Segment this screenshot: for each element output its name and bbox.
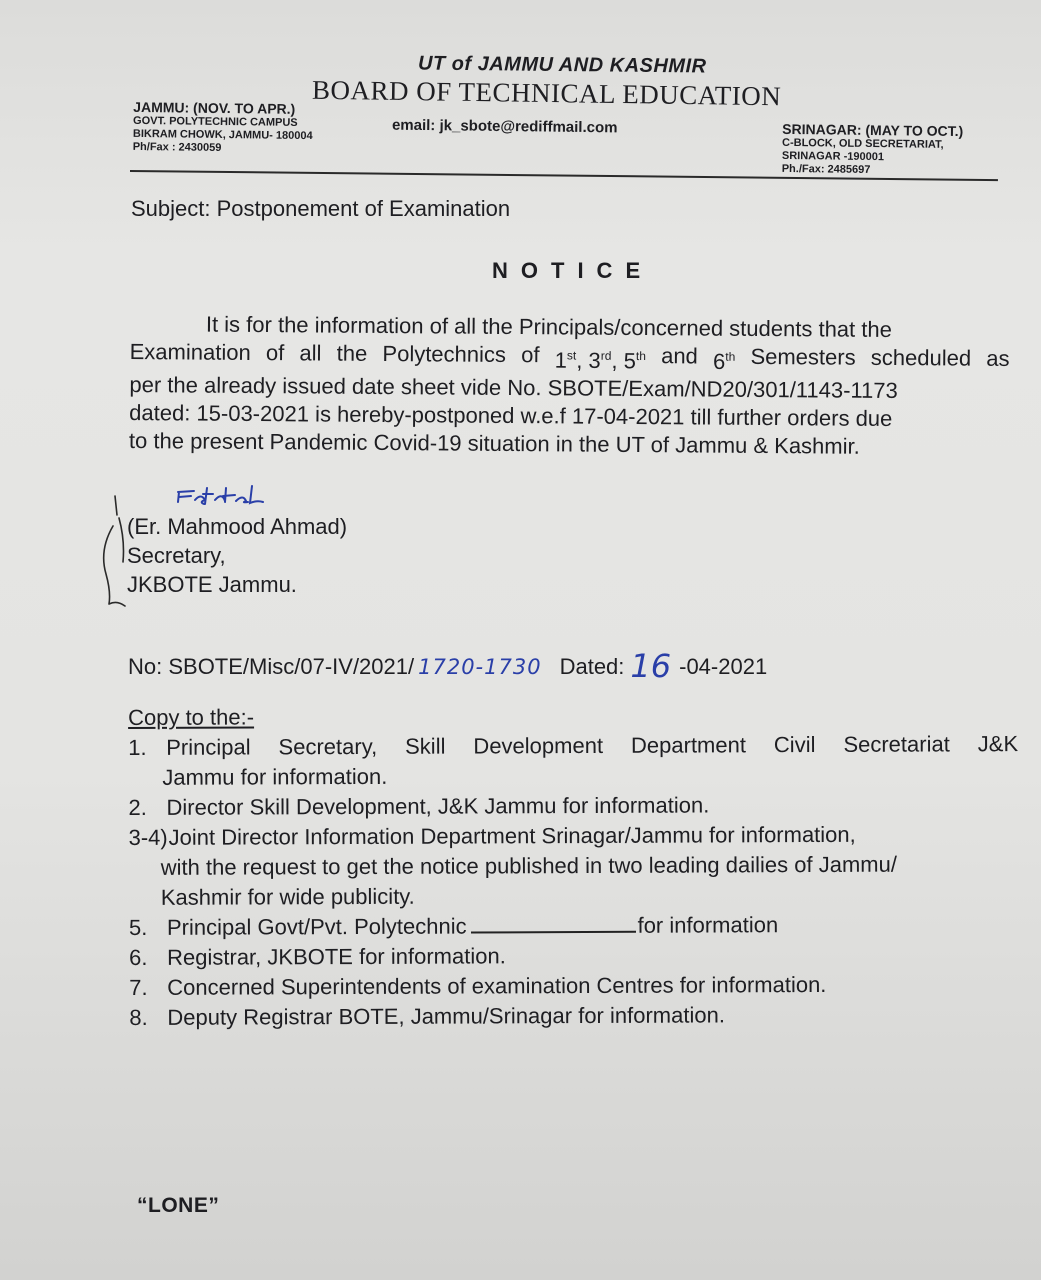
item-number: 1. [128,734,147,760]
srinagar-line-1: C-BLOCK, OLD SECRETARIAT, [782,136,944,151]
item-text [167,910,778,943]
item-text: Joint Director Information Department Srinagar/Jammu for information, [168,821,856,850]
reference-line [128,644,768,685]
item-text: Registrar, JKBOTE for information. [167,943,506,970]
list-item [129,969,1029,1003]
board-title: BOARD OF TECHNICAL EDUCATION [311,74,782,112]
list-item [128,729,1028,763]
jammu-title: JAMMU: (NOV. TO APR.) [133,98,296,117]
srinagar-line-2: SRINAGAR -190001 [781,149,885,164]
jammu-line-3: Ph/Fax : 2430059 [132,140,222,154]
item-word: Development [473,732,604,759]
body-line-4: dated: 15-03-2021 is hereby-postponed w.e.f 17-04-2021 till further orders due [129,400,893,432]
handwritten-reference-number: 1720-1730 [418,655,542,679]
item-text-pre: Principal Govt/Pvt. Polytechnic [166,913,467,940]
body-word: and [661,343,698,369]
item-word: J&K [977,731,1019,757]
item-word: Secretariat [843,731,950,757]
item-word: Secretary, [278,733,378,760]
body-word: of [265,340,285,366]
ordinal-suffix: st [566,348,577,363]
item-continuation: with the request to get the notice published in two leading dailies of Jammu/ [160,851,897,880]
dated-label: Dated: [559,654,625,679]
ut-title: UT of JAMMU AND KASHMIR [417,52,707,78]
item-word: Department [630,732,746,758]
copy-heading: Copy to the:- [128,704,255,730]
item-word: Principal [166,734,251,760]
item-continuation: Jammu for information. [162,763,388,790]
srinagar-title: SRINAGAR: (MAY TO OCT.) [782,120,964,140]
footer-mark: “LONE” [137,1194,220,1217]
item-number: 8. [129,1004,148,1030]
item-continuation: Kashmir for wide publicity. [160,883,415,910]
list-item [129,819,1029,853]
srinagar-address [782,121,964,178]
handwritten-day: 16 [630,647,672,685]
board-email: email: jk_sbote@rediffmail.com [391,116,618,137]
item-number: 5. [128,914,148,940]
jammu-line-1: GOVT. POLYTECHNIC CAMPUS [133,114,298,129]
item-text [166,729,1018,763]
body-word: all [299,340,322,366]
srinagar-line-3: Ph./Fax: 2485697 [781,162,871,176]
body-line-5: to the present Pandemic Covid-19 situation in the UT of Jammu & Kashmir. [128,428,860,460]
fill-in-blank [470,911,635,934]
ordinal-suffix: th [725,349,736,364]
body-word: the [336,340,368,366]
reference-prefix: No: SBOTE/Misc/07-IV/2021/ [128,654,415,679]
subject-line: Subject: Postponement of Examination [131,196,511,221]
body-line-1: It is for the information of all the Principals/concerned students that the [205,311,893,342]
body-word: scheduled [870,344,972,371]
item-number: 6. [129,944,148,970]
item-number: 2. [128,794,147,820]
body-word: of [521,342,540,368]
body-word: as [986,345,1010,371]
list-item [129,939,1029,973]
semester-6-group [713,343,736,377]
jammu-address [133,99,313,156]
semester-5: 5 [623,348,636,374]
item-text: Director Skill Development, J&K Jammu for information. [166,792,710,820]
item-text-post: for information [637,912,779,938]
body-line-3: per the already issued date sheet vide No. SBOTE/Exam/ND20/301/1143-1173 [129,372,898,404]
semester-3: 3 [588,347,601,374]
ordinal-suffix: th [635,348,647,364]
body-word: Semesters [750,343,856,370]
signatory-designation: Secretary, [127,543,226,568]
notice-body [129,310,1010,462]
jammu-line-2: BIKRAM CHOWK, JAMMU- 180004 [132,127,313,143]
ordinal-suffix: rd [600,348,612,363]
item-text: Deputy Registrar BOTE, Jammu/Srinagar for information. [167,1002,725,1030]
list-item [128,789,1028,823]
item-word: Civil [773,732,816,758]
body-word: Polytechnics [382,340,507,367]
item-word: Skill [405,733,446,759]
item-number: 7. [129,974,148,1000]
signatory-name: (Er. Mahmood Ahmad) [127,514,348,539]
date-suffix: -04-2021 [679,654,768,679]
body-word: Examination [129,338,251,365]
list-item [129,999,1029,1033]
notice-heading: NOTICE [492,258,654,283]
copy-to-list [128,699,1029,1033]
item-number: 3-4) [128,824,168,850]
item-text: Concerned Superintendents of examination Centres for information. [167,971,827,1000]
semester-6: 6 [712,348,726,375]
signatory-block [127,512,347,599]
list-item [129,909,1029,943]
signatory-office: JKBOTE Jammu. [127,572,297,597]
semester-1: 1 [554,347,568,373]
semesters-list: 1st, 3rd, 5th [554,347,647,374]
